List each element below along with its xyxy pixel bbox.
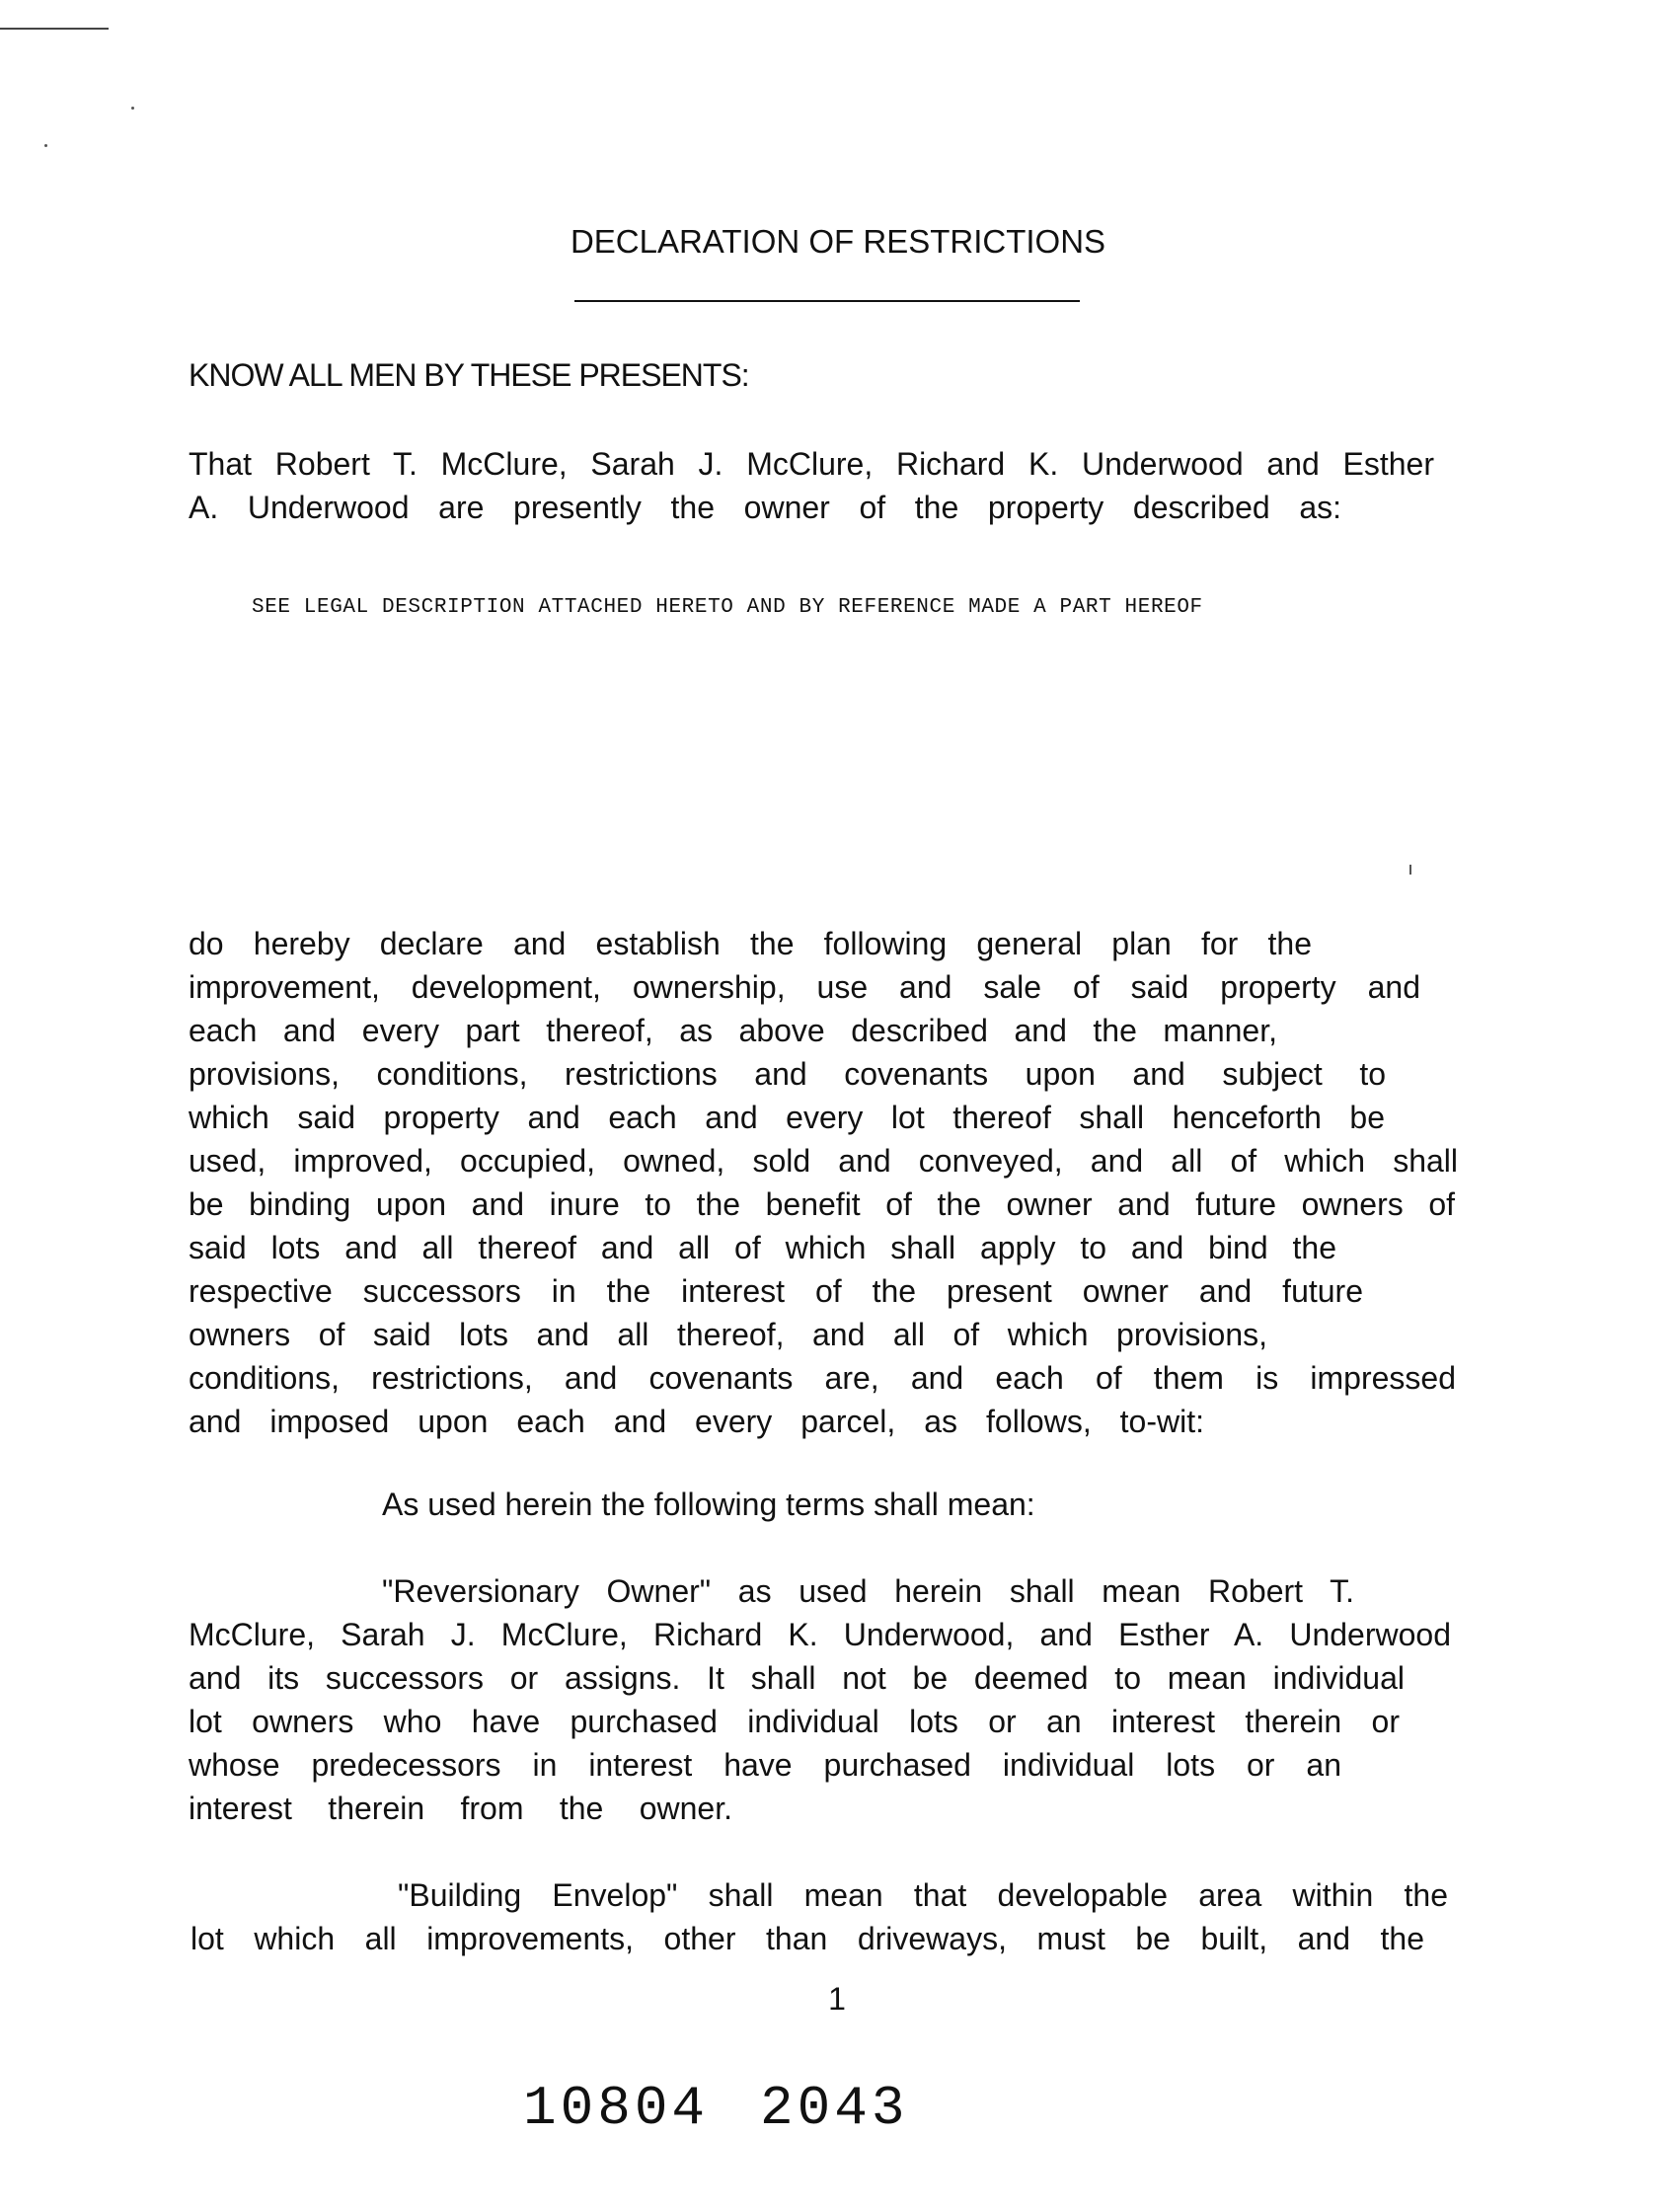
- document-title: DECLARATION OF RESTRICTIONS: [570, 223, 1106, 260]
- definition-line: "Reversionary Owner" as used herein shall mean Robert T.: [382, 1573, 1354, 1609]
- scan-artifact-line: [0, 28, 109, 30]
- definition-line: lot owners who have purchased individual lots or an interest therein or: [189, 1704, 1400, 1739]
- declaration-paragraph: [189, 922, 1458, 1443]
- declaration-line: be binding upon and inure to the benefit of the owner and future owners of: [189, 1186, 1455, 1222]
- declaration-line: which said property and each and every lot thereof shall henceforth be: [189, 1100, 1385, 1135]
- intro-line: That Robert T. McClure, Sarah J. McClure, Richard K. Underwood and Esther: [189, 446, 1434, 482]
- terms-intro: As used herein the following terms shall mean:: [382, 1487, 1035, 1522]
- definition-line: whose predecessors in interest have purchased individual lots or an: [189, 1747, 1341, 1783]
- declaration-line: do hereby declare and establish the following general plan for the: [189, 926, 1312, 961]
- title-underline: [574, 300, 1080, 302]
- intro-paragraph: [189, 442, 1434, 529]
- reversionary-owner-definition: [189, 1569, 1451, 1830]
- recording-page-number: 2043: [760, 2077, 909, 2140]
- declaration-line: improvement, development, ownership, use and sale of said property and: [189, 969, 1420, 1005]
- declaration-line: used, improved, occupied, owned, sold and conveyed, and all of which shall: [189, 1143, 1458, 1179]
- declaration-line: each and every part thereof, as above described and the manner,: [189, 1013, 1277, 1048]
- scan-speck: [44, 144, 47, 147]
- declaration-line: provisions, conditions, restrictions and covenants upon and subject to: [189, 1056, 1386, 1092]
- intro-line: A. Underwood are presently the owner of the property described as:: [189, 490, 1341, 525]
- page-number: 1: [828, 1981, 846, 2017]
- definition-line: lot which all improvements, other than driveways, must be built, and the: [190, 1921, 1424, 1956]
- declaration-line: respective successors in the interest of the present owner and future: [189, 1273, 1363, 1309]
- recording-book-number: 10804: [523, 2077, 710, 2140]
- declaration-line: conditions, restrictions, and covenants are, and each of them is impressed: [189, 1360, 1456, 1396]
- declaration-line: said lots and all thereof and all of which shall apply to and bind the: [189, 1230, 1336, 1265]
- building-envelop-definition: [190, 1873, 1448, 1960]
- definition-line: "Building Envelop" shall mean that developable area within the: [398, 1877, 1448, 1913]
- legal-description-reference: SEE LEGAL DESCRIPTION ATTACHED HERETO AND BY REFERENCE MADE A PART HEREOF: [252, 596, 1203, 619]
- declaration-line: owners of said lots and all thereof, and all of which provisions,: [189, 1317, 1267, 1352]
- document-heading: KNOW ALL MEN BY THESE PRESENTS:: [189, 357, 749, 393]
- scan-speck: [131, 107, 134, 110]
- definition-line: interest therein from the owner.: [189, 1791, 732, 1826]
- declaration-line: and imposed upon each and every parcel, as follows, to-wit:: [189, 1404, 1204, 1439]
- recording-stamp: [523, 2077, 908, 2140]
- definition-line: and its successors or assigns. It shall not be deemed to mean individual: [189, 1660, 1405, 1696]
- definition-line: McClure, Sarah J. McClure, Richard K. Underwood, and Esther A. Underwood: [189, 1617, 1451, 1652]
- scan-speck: [1409, 865, 1411, 875]
